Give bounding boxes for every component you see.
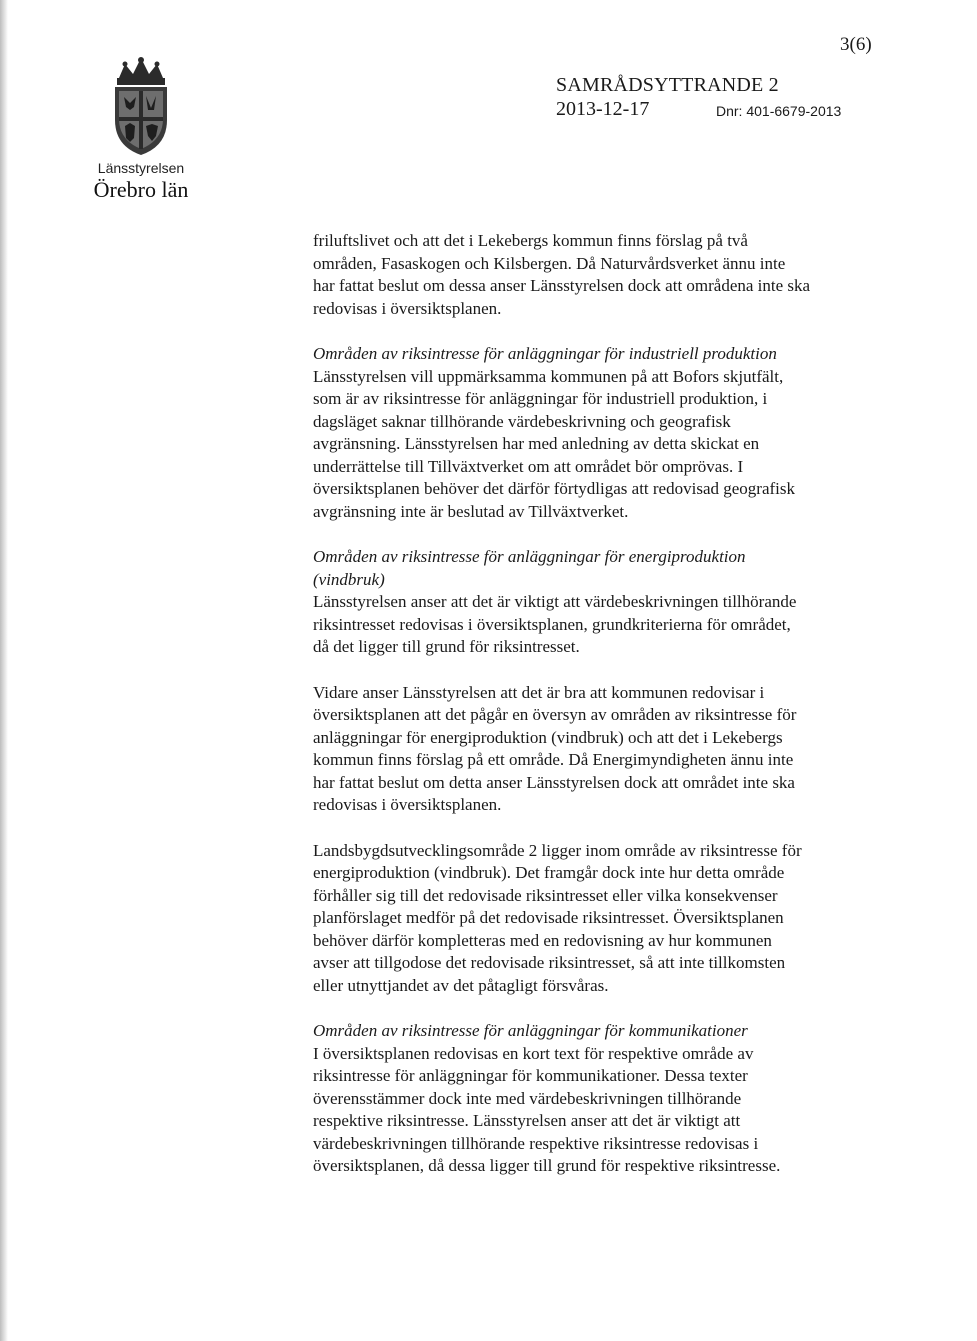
body-line: förhåller sig till det redovisade riksintresset eller vilka konsekvenser [313,885,778,905]
document-date: 2013-12-17 [556,98,650,120]
body-line: då det ligger till grund för riksintresset. [313,637,580,656]
document-type: SAMRÅDSYTTRANDE 2 [556,74,779,96]
agency-logo [86,56,196,206]
section-heading: Områden av riksintresse för anläggningar för kommunikationer [313,1021,748,1040]
section-heading: Områden av riksintresse för anläggningar för industriell produktion [313,344,777,363]
paragraph-friluftsliv [313,230,903,320]
county-coat-of-arms-icon [105,56,177,156]
body-line: överensstämmer dock inte med värdebeskrivningen tillhörande [313,1088,742,1108]
body-line: anläggningar för energiproduktion (vindbruk) och att det i Lekebergs [313,727,783,747]
diary-number: Dnr: 401-6679-2013 [716,103,842,119]
body-line: planförslaget medför på det redovisade riksintresset. Översiktsplanen [313,908,784,927]
letter-body [313,230,903,1201]
body-line: riksintresset redovisas i översiktsplanen, grundkriterierna för området, [313,614,791,634]
body-line: Landsbygdsutvecklingsområde 2 ligger inom område av riksintresse för [313,840,802,860]
body-line: redovisas i översiktsplanen. [313,795,502,814]
page-number: 3(6) [840,34,872,55]
body-line: respektive riksintresse. Länsstyrelsen anser att det är viktigt att [313,1111,741,1130]
body-line: avser att tillgodose det redovisade riksintresset, så att inte tillkomsten [313,953,786,972]
section-kommunikationer [313,1020,903,1178]
body-line: redovisas i översiktsplanen. [313,298,502,318]
county-name: Örebro län [93,177,189,202]
body-line: avgränsning. Länsstyrelsen har med anledning av detta skickat en [313,434,760,453]
body-line: Länsstyrelsen anser att det är viktigt att värdebeskrivningen tillhörande [313,592,797,611]
section-heading: (vindbruk) [313,569,385,589]
paragraph-landsbygdsutveckling [313,840,903,998]
body-line: I översiktsplanen redovisas en kort text för respektive område av [313,1043,754,1063]
body-line: översiktsplanen behöver det därför förtydligas att redovisad geografisk [313,479,795,498]
body-line: värdebeskrivningen tillhörande respektive riksintresse redovisas i [313,1133,759,1153]
body-line: avgränsning inte är beslutad av Tillväxtverket. [313,501,629,521]
section-energiproduktion [313,546,903,659]
body-line: Länsstyrelsen vill uppmärksamma kommunen på att Bofors skjutfält, [313,366,784,386]
body-line: översiktsplanen, då dessa ligger till grund för respektive riksintresse. [313,1156,781,1175]
paragraph-oversyn [313,682,903,817]
body-line: riksintresse för anläggningar för kommunikationer. Dessa texter [313,1066,748,1085]
section-industriell-produktion [313,343,903,523]
organization-name: Länsstyrelsen [97,160,185,176]
body-line: Vidare anser Länsstyrelsen att det är bra att kommunen redovisar i [313,682,765,702]
body-line: dagsläget saknar tillhörande värdebeskrivning och geografisk [313,411,731,431]
body-line: har fattat beslut om dessa anser Länsstyrelsen dock att områdena inte ska [313,276,811,295]
body-line: energiproduktion (vindbruk). Det framgår dock inte hur detta område [313,863,785,882]
body-line: underrättelse till Tillväxtverket om att området bör omprövas. I [313,456,744,476]
body-line: behöver därför kompletteras med en redovisning av hur kommunen [313,930,772,950]
body-line: översiktsplanen att det pågår en översyn av områden av riksintresse för [313,705,797,724]
body-line: kommun finns förslag på ett område. Då Energimyndigheten ännu inte [313,750,794,769]
body-line: friluftslivet och att det i Lekebergs kommun finns förslag på två [313,231,748,250]
body-line: eller utnyttjandet av det påtagligt försvåras. [313,975,609,995]
section-heading: Områden av riksintresse för anläggningar för energiproduktion [313,547,746,566]
body-line: områden, Fasaskogen och Kilsbergen. Då Naturvårdsverket ännu inte [313,253,786,273]
scan-page-edge [0,0,8,1341]
body-line: har fattat beslut om detta anser Länsstyrelsen dock att området inte ska [313,772,795,792]
body-line: som är av riksintresse för anläggningar för industriell produktion, i [313,389,768,408]
